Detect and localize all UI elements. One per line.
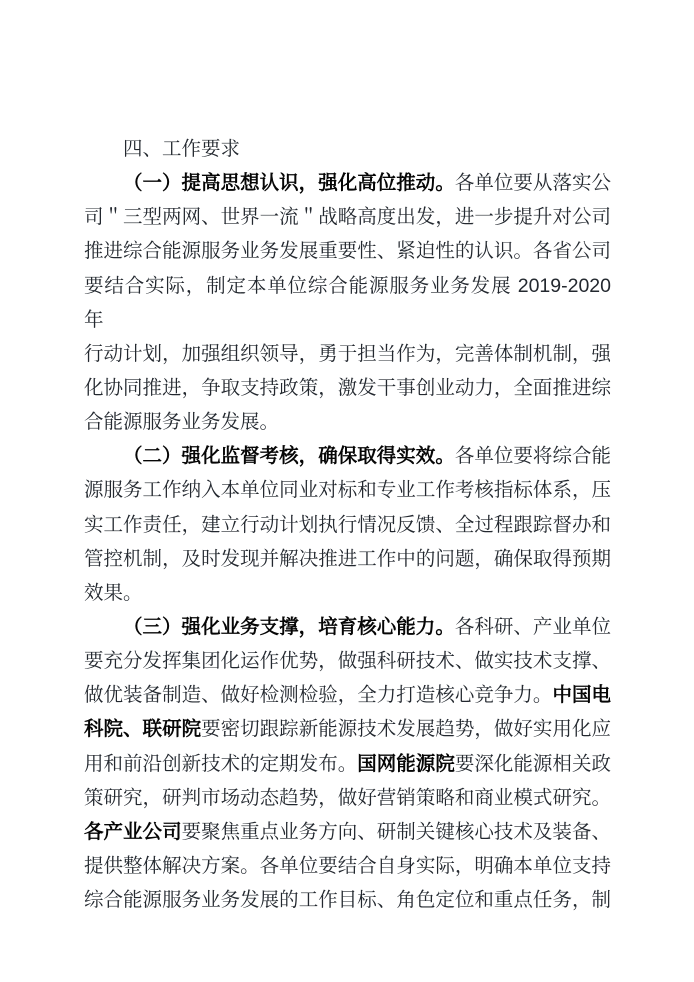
text-run: 管控机制，及时发现并解决推进工作中的问题，确保取得预期 (84, 547, 611, 570)
section-heading (84, 132, 611, 166)
text-run: 司＂三型两网、世界一流＂战略高度出发，进一步提升对公司 (84, 206, 611, 229)
text-run: 源服务工作纳入本单位同业对标和专业工作考核指标体系，压 (84, 479, 611, 502)
text-line (84, 542, 611, 576)
text-line (84, 405, 611, 439)
text-run: 提供整体解决方案。各单位要结合自身实际，明确本单位支持 (84, 854, 611, 877)
paragraph-3 (84, 610, 611, 917)
text-run: 效果。 (84, 581, 143, 604)
text-run: 合能源服务业务发展。 (84, 411, 280, 434)
paragraph-1 (84, 166, 611, 439)
text-line (84, 132, 611, 166)
text-run: 化协同推进，争取支持政策，激发干事创业动力，全面推进综 (84, 376, 611, 399)
text-run: 做优装备制造、做好检测检验，全力打造核心竞争力。 (84, 684, 553, 707)
text-run: 要密切跟踪新能源技术发展趋势，做好实用化应 (201, 718, 611, 741)
bold-text-run: 国网能源院 (357, 752, 455, 775)
text-run: 要深化能源相关政 (454, 752, 611, 775)
text-line (84, 234, 611, 268)
text-line (84, 644, 611, 678)
text-line (84, 166, 611, 200)
paragraph-2 (84, 439, 611, 610)
document-body (84, 132, 611, 917)
bold-text-run: 科院、联研院 (84, 718, 202, 741)
text-line (84, 508, 611, 542)
text-line (84, 200, 611, 234)
text-run: 要结合实际，制定本单位综合能源服务业务发展 2019-2020 年 (84, 274, 611, 331)
text-run: 用和前沿创新技术的定期发布。 (84, 752, 358, 775)
text-run: 各科研、产业单位 (454, 615, 611, 638)
bold-text-run: 各产业公司 (84, 820, 182, 843)
text-line (84, 439, 611, 473)
text-run: 综合能源服务业务发展的工作目标、角色定位和重点任务，制 (84, 889, 611, 912)
bold-text-run: 中国电 (552, 684, 611, 707)
text-line (84, 712, 611, 746)
text-line (84, 883, 611, 917)
bold-text-run: （三）强化业务支撑，培育核心能力。 (123, 615, 455, 638)
text-line (84, 781, 611, 815)
text-line (84, 371, 611, 405)
bold-text-run: （二）强化监督考核，确保取得实效。 (123, 445, 455, 468)
text-run: 推进综合能源服务业务发展重要性、紧迫性的认识。各省公司 (84, 240, 611, 263)
bold-text-run: （一）提高思想认识，强化高位推动。 (123, 172, 455, 195)
text-run: 实工作责任，建立行动计划执行情况反馈、全过程跟踪督办和 (84, 513, 611, 536)
text-line (84, 849, 611, 883)
text-line (84, 747, 611, 781)
text-line (84, 576, 611, 610)
text-run: 策研究，研判市场动态趋势，做好营销策略和商业模式研究。 (84, 786, 611, 809)
text-line (84, 678, 611, 712)
text-run: 行动计划，加强组织领导，勇于担当作为，完善体制机制，强 (84, 342, 611, 365)
text-run: 四、工作要求 (123, 138, 241, 160)
text-line (84, 610, 611, 644)
text-run: 要聚焦重点业务方向、研制关键核心技术及装备、 (181, 820, 611, 843)
text-run: 各单位要将综合能 (454, 445, 611, 468)
text-run: 要充分发挥集团化运作优势，做强科研技术、做实技术支撑、 (84, 650, 611, 673)
text-run: 各单位要从落实公 (454, 172, 611, 195)
text-line (84, 337, 611, 371)
text-line (84, 473, 611, 507)
text-line (84, 269, 611, 337)
text-line (84, 815, 611, 849)
